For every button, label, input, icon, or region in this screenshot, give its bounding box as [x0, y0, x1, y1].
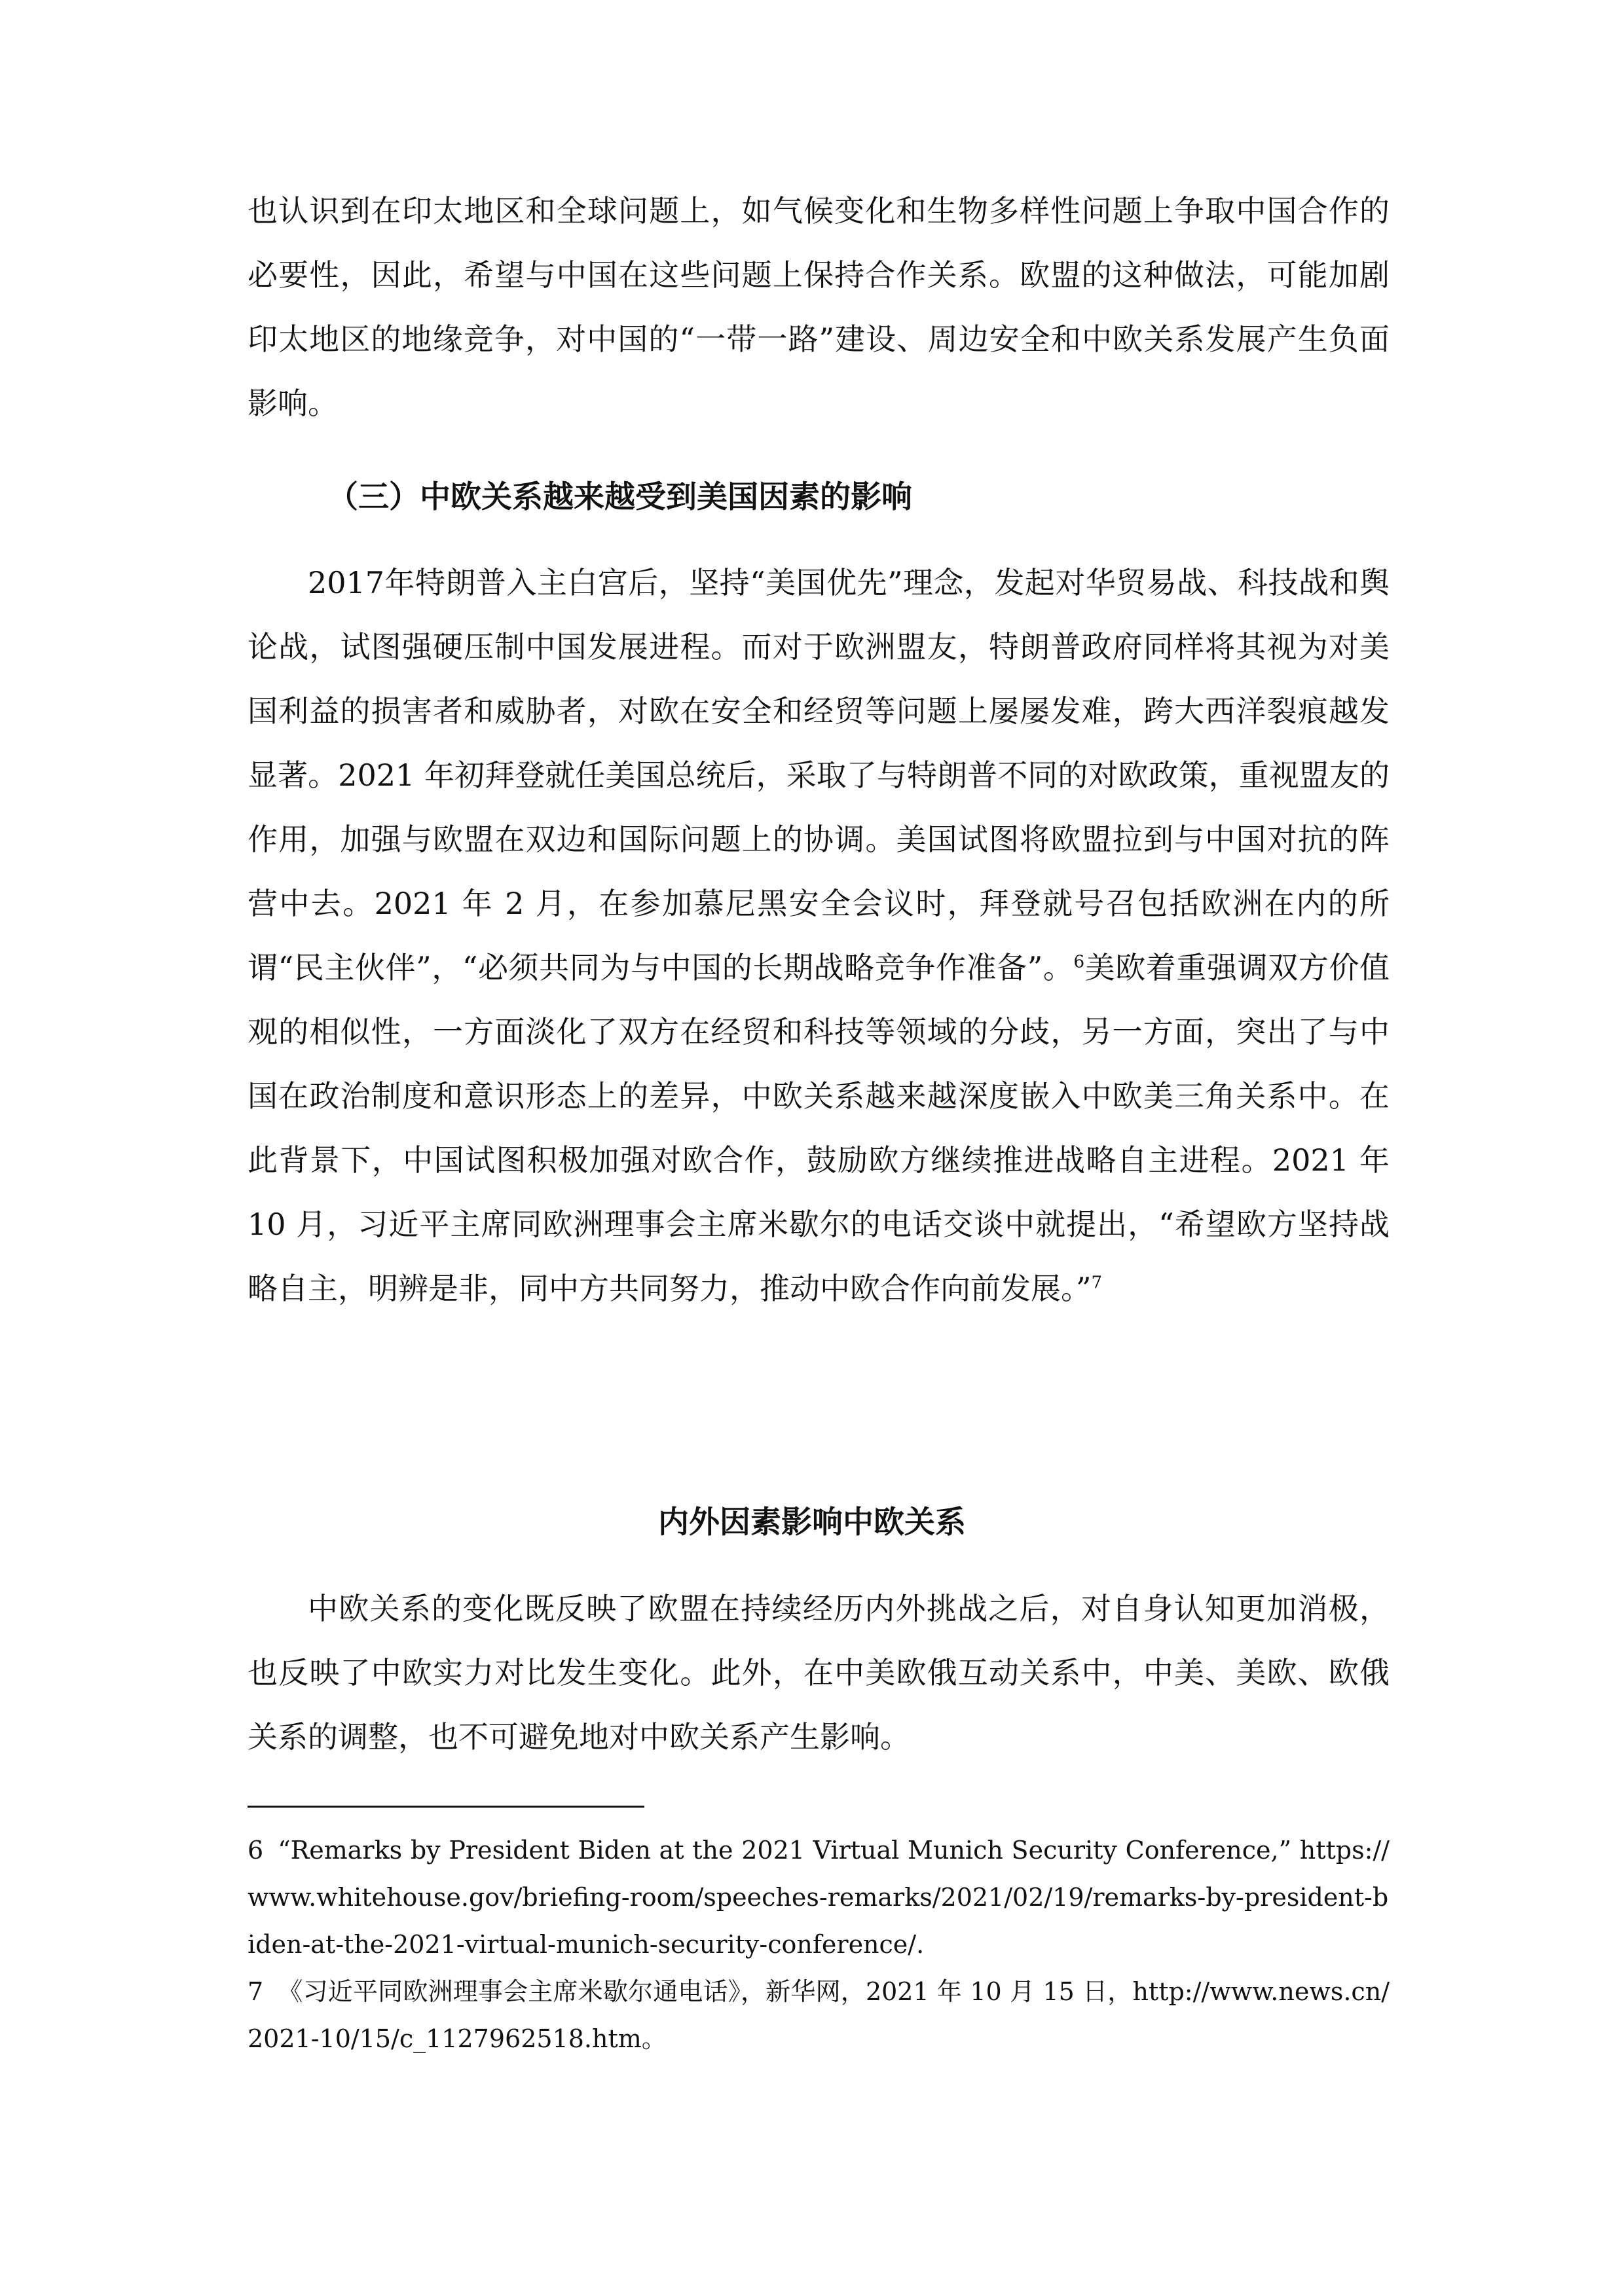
- subheading-us-factor: （三）中欧关系越来越受到美国因素的影响: [327, 479, 912, 515]
- footnote-text: “Remarks by President Biden at the 2021 Virtual Munich Security Conference,” https://www.whitehouse.gov/briefing-room/speeches-remarks/2021/02/19/remarks-by-president-biden-at-the-2021-virtual-munich-security-conference/.: [248, 1836, 1390, 1959]
- section-heading: 内外因素影响中欧关系: [658, 1504, 966, 1540]
- footnote-7: [248, 1968, 1390, 2062]
- paragraph-section: 中欧关系的变化既反映了欧盟在持续经历内外挑战之后，对自身认知更加消极，也反映了中欧实力对比发生变化。此外，在中美欧俄互动关系中，中美、美欧、欧俄关系的调整，也不可避免地对中欧关系产生影响。: [248, 1591, 1390, 1755]
- paragraph-us-factor-text-cont: 美欧着重强调双方价值观的相似性，一方面淡化了双方在经贸和科技等领域的分歧，另一方面，突出了与中国在政治制度和意识形态上的差异，中欧关系越来越深度嵌入中欧美三角关系中。在此背景下，中国试图积极加强对欧合作，鼓励欧方继续推进战略自主进程。2021 年 10 月，习近平主席同欧洲理事会主席米歇尔的电话交谈中就提出，“希望欧方坚持战略自主，明辨是非，同中方共同努力，推动中欧合作向前发展。”: [248, 950, 1390, 1306]
- footnote-ref-6[interactable]: 6: [1073, 952, 1084, 972]
- paragraph-continued: 也认识到在印太地区和全球问题上，如气候变化和生物多样性问题上争取中国合作的必要性，因此，希望与中国在这些问题上保持合作关系。欧盟的这种做法，可能加剧印太地区的地缘竞争，对中国的“一带一路”建设、周边安全和中欧关系发展产生负面影响。: [248, 193, 1390, 421]
- footnotes: [248, 1827, 1390, 2062]
- footnote-text: 《习近平同欧洲理事会主席米歇尔通电话》，新华网，2021 年 10 月 15 日，http://www.news.cn/2021-10/15/c_1127962518.htm。: [248, 1977, 1390, 2053]
- footnote-ref-7[interactable]: 7: [1091, 1273, 1103, 1293]
- footnote-number: 7: [248, 1977, 264, 2006]
- footnote-6: [248, 1827, 1390, 1968]
- paragraph-us-factor: [248, 551, 1390, 1321]
- paragraph-us-factor-text: 2017年特朗普入主白宫后，坚持“美国优先”理念，发起对华贸易战、科技战和舆论战，试图强硬压制中国发展进程。而对于欧洲盟友，特朗普政府同样将其视为对美国利益的损害者和威胁者，对欧在安全和经贸等问题上屡屡发难，跨大西洋裂痕越发显著。2021 年初拜登就任美国总统后，采取了与特朗普不同的对欧政策，重视盟友的作用，加强与欧盟在双边和国际问题上的协调。美国试图将欧盟拉到与中国对抗的阵营中去。2021 年 2 月，在参加慕尼黑安全会议时，拜登就号召包括欧洲在内的所谓“民主伙伴”，“必须共同为与中国的长期战略竞争作准备”。: [248, 565, 1390, 985]
- footnote-separator: [248, 1806, 644, 1808]
- footnote-number: 6: [248, 1836, 264, 1865]
